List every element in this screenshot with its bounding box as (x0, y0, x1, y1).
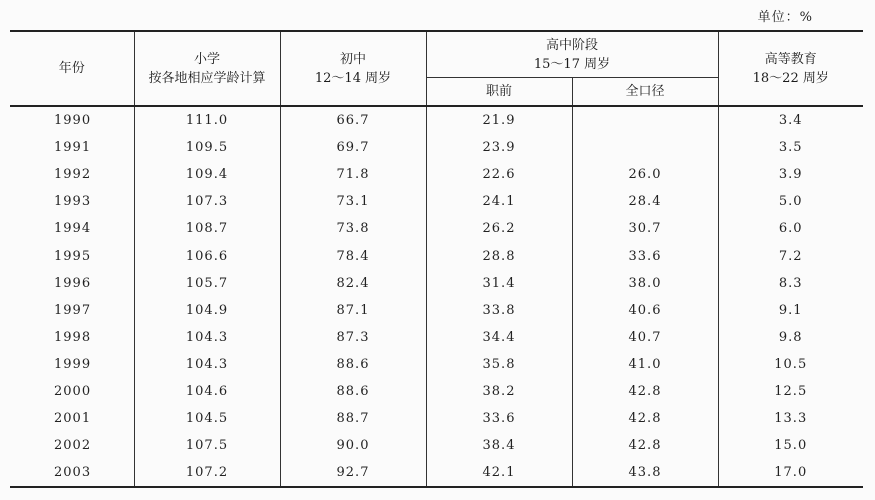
higher-cell: 13.3 (718, 405, 863, 432)
year-cell: 1992 (10, 161, 134, 188)
senior-vocational-cell: 35.8 (426, 351, 572, 378)
year-cell: 1995 (10, 242, 134, 269)
unit-note: 单位：% (757, 10, 813, 25)
year-cell: 1993 (10, 188, 134, 215)
junior-cell: 88.6 (280, 351, 426, 378)
year-cell: 1997 (10, 297, 134, 324)
table-header (10, 31, 863, 106)
primary-cell: 104.3 (134, 324, 280, 351)
header-senior-vocational: 职前 (426, 78, 572, 107)
primary-cell: 104.3 (134, 351, 280, 378)
junior-cell: 73.1 (280, 188, 426, 215)
junior-cell: 92.7 (280, 459, 426, 487)
primary-cell: 107.3 (134, 188, 280, 215)
year-cell: 1998 (10, 324, 134, 351)
header-primary-title: 小学 (193, 51, 220, 67)
senior-overall-cell: 26.0 (572, 161, 718, 188)
junior-cell: 78.4 (280, 242, 426, 269)
senior-vocational-cell: 33.6 (426, 405, 572, 432)
primary-cell: 106.6 (134, 242, 280, 269)
primary-cell: 104.6 (134, 378, 280, 405)
junior-cell: 69.7 (280, 134, 426, 161)
junior-cell: 73.8 (280, 215, 426, 242)
higher-cell: 3.4 (718, 106, 863, 134)
senior-overall-cell: 42.8 (572, 432, 718, 459)
junior-cell: 87.1 (280, 297, 426, 324)
year-cell: 1996 (10, 270, 134, 297)
senior-overall-cell: 41.0 (572, 351, 718, 378)
senior-vocational-cell: 26.2 (426, 215, 572, 242)
year-cell: 2000 (10, 378, 134, 405)
higher-cell: 17.0 (718, 459, 863, 487)
primary-cell: 108.7 (134, 215, 280, 242)
higher-cell: 15.0 (718, 432, 863, 459)
table-row (10, 134, 863, 161)
table-body (10, 106, 863, 487)
senior-overall-cell: 42.8 (572, 405, 718, 432)
junior-cell: 82.4 (280, 270, 426, 297)
table-row (10, 351, 863, 378)
senior-overall-cell (572, 106, 718, 134)
higher-cell: 8.3 (718, 270, 863, 297)
header-senior-overall: 全口径 (572, 78, 718, 107)
table-row (10, 405, 863, 432)
senior-vocational-cell: 28.8 (426, 242, 572, 269)
year-cell: 1994 (10, 215, 134, 242)
higher-cell: 3.5 (718, 134, 863, 161)
primary-cell: 109.5 (134, 134, 280, 161)
senior-vocational-cell: 42.1 (426, 459, 572, 487)
senior-overall-cell (572, 134, 718, 161)
primary-cell: 104.5 (134, 405, 280, 432)
higher-cell: 6.0 (718, 215, 863, 242)
senior-vocational-cell: 38.2 (426, 378, 572, 405)
senior-vocational-cell: 22.6 (426, 161, 572, 188)
higher-cell: 3.9 (718, 161, 863, 188)
primary-cell: 105.7 (134, 270, 280, 297)
year-cell: 1999 (10, 351, 134, 378)
higher-cell: 9.1 (718, 297, 863, 324)
senior-overall-cell: 40.6 (572, 297, 718, 324)
year-cell: 2003 (10, 459, 134, 487)
primary-cell: 111.0 (134, 106, 280, 134)
table-row (10, 188, 863, 215)
junior-cell: 66.7 (280, 106, 426, 134)
primary-cell: 104.9 (134, 297, 280, 324)
header-senior-age: 15～17 周岁 (533, 56, 611, 72)
header-junior (280, 31, 426, 106)
year-cell: 1991 (10, 134, 134, 161)
table-row (10, 378, 863, 405)
year-cell: 2001 (10, 405, 134, 432)
senior-vocational-cell: 38.4 (426, 432, 572, 459)
header-primary-note: 按各地相应学龄计算 (148, 70, 266, 86)
primary-cell: 107.5 (134, 432, 280, 459)
table-row (10, 106, 863, 134)
header-higher-title: 高等教育 (764, 51, 817, 67)
senior-vocational-cell: 21.9 (426, 106, 572, 134)
senior-overall-cell: 30.7 (572, 215, 718, 242)
senior-vocational-cell: 23.9 (426, 134, 572, 161)
senior-vocational-cell: 31.4 (426, 270, 572, 297)
table-row (10, 161, 863, 188)
table-row (10, 242, 863, 269)
senior-overall-cell: 40.7 (572, 324, 718, 351)
senior-overall-cell: 43.8 (572, 459, 718, 487)
enrollment-rate-table (10, 30, 863, 488)
primary-cell: 109.4 (134, 161, 280, 188)
senior-overall-cell: 33.6 (572, 242, 718, 269)
primary-cell: 107.2 (134, 459, 280, 487)
table-row (10, 459, 863, 487)
senior-vocational-cell: 34.4 (426, 324, 572, 351)
senior-overall-cell: 38.0 (572, 270, 718, 297)
junior-cell: 87.3 (280, 324, 426, 351)
table-row (10, 324, 863, 351)
higher-cell: 9.8 (718, 324, 863, 351)
header-junior-age: 12～14 周岁 (314, 70, 392, 86)
junior-cell: 88.6 (280, 378, 426, 405)
header-senior-title: 高中阶段 (545, 37, 598, 53)
junior-cell: 90.0 (280, 432, 426, 459)
table-row (10, 215, 863, 242)
senior-overall-cell: 42.8 (572, 378, 718, 405)
senior-vocational-cell: 33.8 (426, 297, 572, 324)
senior-overall-cell: 28.4 (572, 188, 718, 215)
junior-cell: 88.7 (280, 405, 426, 432)
higher-cell: 12.5 (718, 378, 863, 405)
header-year: 年份 (10, 31, 134, 106)
header-higher (718, 31, 863, 106)
table-row (10, 297, 863, 324)
header-junior-title: 初中 (339, 51, 366, 67)
table-row (10, 432, 863, 459)
table-row (10, 270, 863, 297)
header-higher-age: 18～22 周岁 (752, 70, 829, 86)
junior-cell: 71.8 (280, 161, 426, 188)
senior-vocational-cell: 24.1 (426, 188, 572, 215)
year-cell: 1990 (10, 106, 134, 134)
header-primary (134, 31, 280, 106)
higher-cell: 7.2 (718, 242, 863, 269)
header-senior (426, 31, 718, 78)
year-cell: 2002 (10, 432, 134, 459)
higher-cell: 5.0 (718, 188, 863, 215)
higher-cell: 10.5 (718, 351, 863, 378)
